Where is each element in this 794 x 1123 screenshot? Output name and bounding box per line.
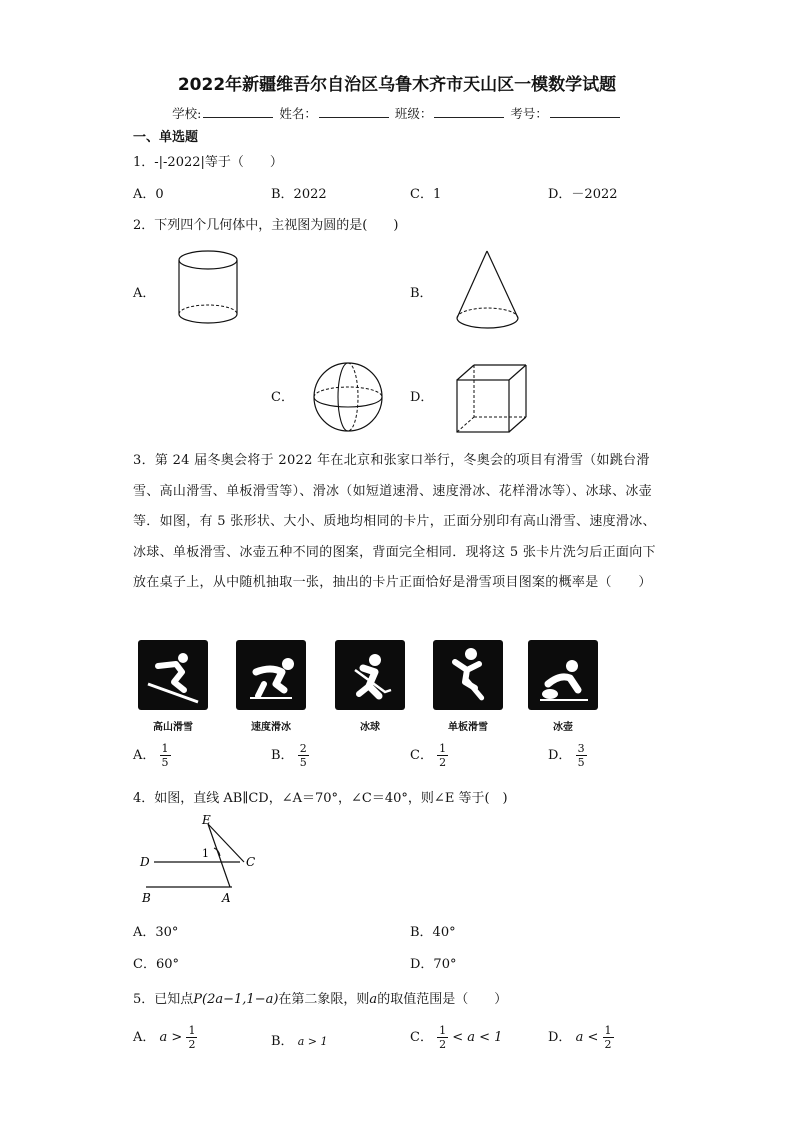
parallel-lines-figure [136, 812, 266, 908]
q1-stem: 1．-|-2022|等于（ ） [133, 155, 283, 170]
q1-option-d[interactable]: D．－2022 [548, 187, 618, 202]
curling-card [528, 640, 598, 710]
class-blank[interactable] [434, 105, 504, 118]
fig-label-angle-1: 1 [202, 847, 209, 860]
q5-a-expr: a > [159, 1030, 183, 1045]
q5-c-fraction: $\frac{1}{2}$ [439, 1024, 447, 1051]
q5-stem-post: 在第二象限，则 [278, 992, 370, 1007]
q3-a-fraction: $\frac{1}{5}$ [161, 742, 169, 769]
q5-b-label: B． [271, 1034, 294, 1049]
alpine-skiing-card [138, 640, 208, 710]
speed-skating-icon [236, 640, 306, 710]
q5-a-fraction: $\frac{1}{2}$ [188, 1024, 196, 1051]
q2-stem: 2．下列四个几何体中，主视图为圆的是( ) [133, 218, 399, 233]
sphere-figure [311, 360, 387, 436]
sport-label-5: 冰壶 [553, 722, 573, 733]
number-blank[interactable] [550, 105, 620, 118]
cube-figure [454, 362, 528, 434]
q3-b-fraction: $\frac{2}{5}$ [299, 742, 307, 769]
name-label: 姓名： [279, 106, 317, 121]
q3-option-c[interactable] [410, 742, 448, 769]
snowboard-card [433, 640, 503, 710]
fig-label-c: C [246, 855, 256, 869]
q3-option-d[interactable] [548, 742, 587, 769]
sport-label-3: 冰球 [360, 722, 380, 733]
q4-option-c[interactable]: C．60° [133, 957, 179, 972]
q5-var: a [369, 992, 378, 1007]
q5-d-expr: a < [575, 1030, 599, 1045]
q5-stem-pre: 5．已知点 [133, 992, 194, 1007]
q5-b-expr: a > 1 [297, 1035, 328, 1048]
q2-option-d[interactable]: D． [410, 390, 434, 405]
q3-a-label: A． [133, 748, 156, 763]
cylinder-figure [176, 248, 242, 328]
q3-d-fraction: $\frac{3}{5}$ [577, 742, 585, 769]
q5-d-label: D． [548, 1030, 572, 1045]
q1-option-b[interactable]: B．2022 [271, 187, 327, 202]
q2-option-a[interactable]: A． [133, 286, 156, 301]
ice-hockey-icon [335, 640, 405, 710]
q2-option-b[interactable]: B． [410, 286, 433, 301]
q5-d-fraction: $\frac{1}{2}$ [604, 1024, 612, 1051]
q3-option-b[interactable] [271, 742, 309, 769]
section-heading: 一、单选题 [133, 130, 199, 145]
q5-option-c[interactable] [410, 1024, 502, 1051]
fig-label-d: D [140, 855, 150, 869]
q3-option-a[interactable] [133, 742, 171, 769]
q5-stem [133, 988, 507, 1007]
q1-option-c[interactable]: C．1 [410, 187, 442, 202]
q3-c-fraction: $\frac{1}{2}$ [439, 742, 447, 769]
q4-stem: 4．如图，直线 AB∥CD，∠A＝70°，∠C＝40°，则∠E 等于( ) [133, 791, 508, 806]
alpine-skiing-icon [138, 640, 208, 710]
q5-c-label: C． [410, 1030, 433, 1045]
q4-option-d[interactable]: D．70° [410, 957, 457, 972]
school-label: 学校: [172, 106, 202, 121]
q2-option-c[interactable]: C． [271, 390, 294, 405]
q5-option-a[interactable] [133, 1024, 197, 1051]
sport-label-2: 速度滑冰 [251, 722, 291, 733]
number-label: 考号： [510, 106, 548, 121]
curling-icon [528, 640, 598, 710]
q3-b-label: B． [271, 748, 294, 763]
q3-text: 3．第 24 届冬奥会将于 2022 年在北京和张家口举行，冬奥会的项目有滑雪（如跳台滑雪、高山滑雪、单板滑雪等）、滑冰（如短道速滑、速度滑冰、花样滑冰等）、冰球、冰壶等．如图，有 5 张形状、大小、质地均相同的卡片，正面分别印有高山滑雪、速度滑冰、冰球、单板滑雪、冰壶五种不同的图案，背面完全相同．现将这 5 张卡片洗匀后正面向下放在桌子上，从中随机抽取一张，抽出的卡片正面恰好是滑雪项目图案的概率是（ ） [133, 453, 656, 590]
ice-hockey-card [335, 640, 405, 710]
sport-label-1: 高山滑雪 [153, 722, 193, 733]
speed-skating-card [236, 640, 306, 710]
q5-stem-end: 的取值范围是（ ） [377, 992, 508, 1007]
q5-option-b[interactable] [271, 1030, 327, 1049]
sport-label-4: 单板滑雪 [448, 722, 488, 733]
q5-option-d[interactable] [548, 1024, 614, 1051]
q3-c-label: C． [410, 748, 433, 763]
name-blank[interactable] [319, 105, 389, 118]
snowboard-icon [433, 640, 503, 710]
q5-a-label: A． [133, 1030, 156, 1045]
q5-c-expr: < a < 1 [452, 1030, 503, 1045]
q5-point: P(2a−1,1−a) [193, 992, 279, 1007]
fig-label-a: A [222, 891, 231, 905]
fig-label-b: B [142, 891, 151, 905]
cone-figure [454, 248, 524, 332]
class-label: 班级： [394, 106, 433, 121]
q4-option-b[interactable]: B．40° [410, 925, 456, 940]
q1-option-a[interactable]: A．0 [133, 187, 164, 202]
q3-d-label: D． [548, 748, 572, 763]
q4-option-a[interactable]: A．30° [133, 925, 179, 940]
student-info-line [0, 104, 794, 122]
page-title: 2022年新疆维吾尔自治区乌鲁木齐市天山区一模数学试题 [177, 75, 617, 95]
fig-label-e: E [202, 813, 211, 827]
school-blank[interactable] [203, 105, 273, 118]
